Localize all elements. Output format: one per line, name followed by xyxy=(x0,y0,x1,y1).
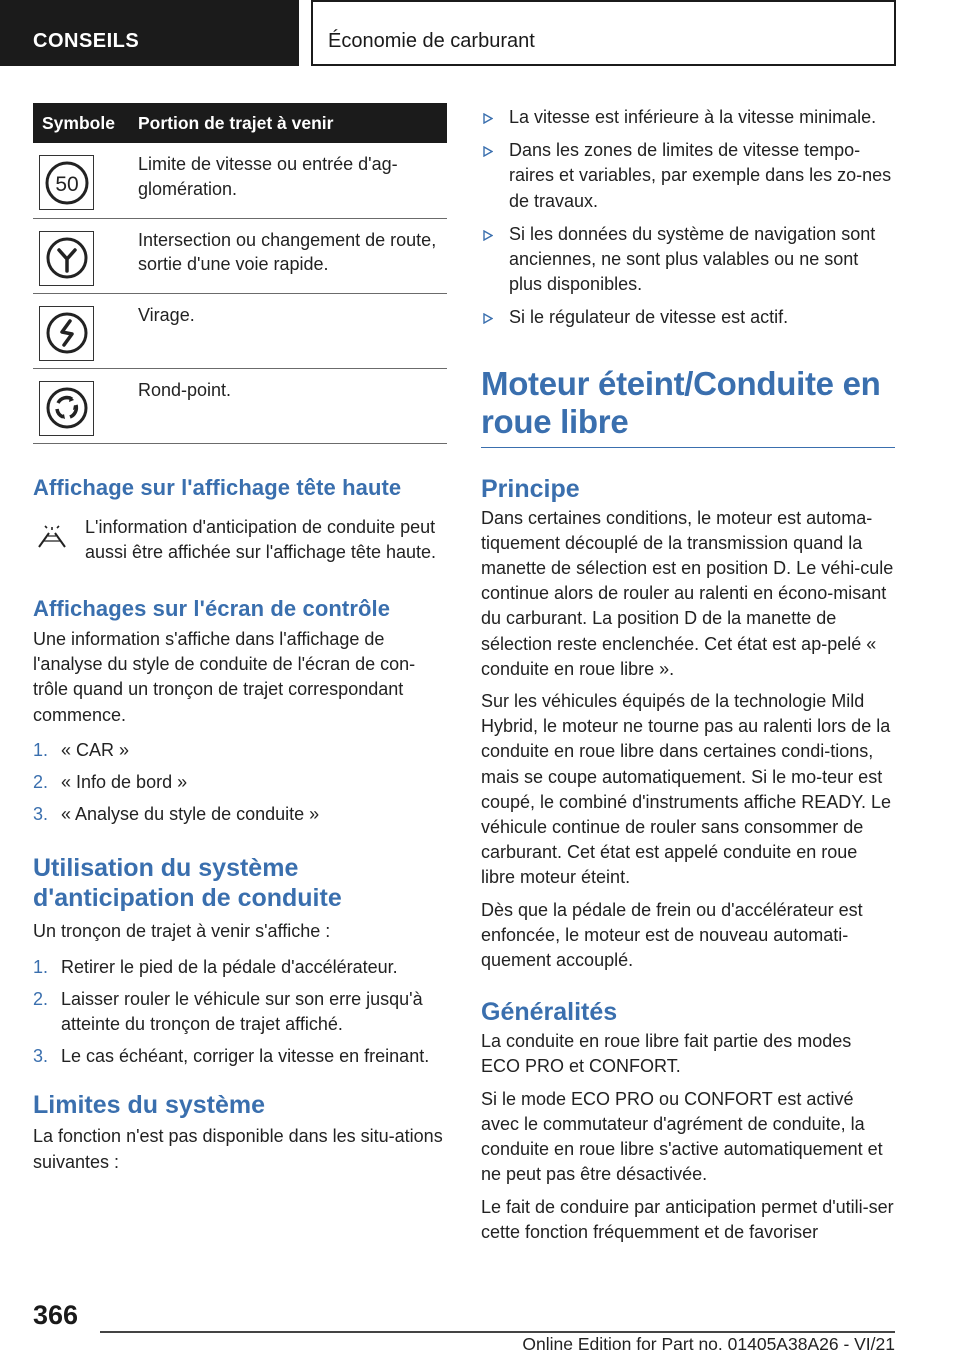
list-item: 3. Le cas échéant, corriger la vitesse en freinant. xyxy=(33,1046,430,1067)
page-number: 366 xyxy=(33,1300,79,1330)
list-item: 3. « Analyse du style de conduite » xyxy=(33,804,320,825)
speed-limit-value: 50 xyxy=(54,172,79,196)
right-column xyxy=(481,103,895,1245)
chapter-tab xyxy=(311,0,896,66)
symbol-table xyxy=(33,103,447,444)
limits-heading: Limites du système xyxy=(33,1091,266,1120)
table-cell-text: Virage. xyxy=(128,293,447,368)
table-cell-text: Limite de vitesse ou entrée d'ag-glomération. xyxy=(128,143,447,218)
hud-text: L'information d'anticipation de conduite peut aussi être affichée sur l'affichage tête haute. xyxy=(85,516,436,562)
edition-text: Online Edition for Part no. 01405A38A26 - VI/21 xyxy=(522,1334,895,1354)
speed-limit-50-icon xyxy=(39,155,94,210)
table-row xyxy=(33,368,447,443)
page-header xyxy=(0,0,960,66)
table-cell-text: Intersection ou changement de route, sortie d'une voie rapide. xyxy=(128,218,447,293)
table-header-row xyxy=(33,103,447,143)
triangle-bullet-icon xyxy=(483,230,493,241)
table-cell-text: Rond-point. xyxy=(128,368,447,443)
control-display-text: Une information s'affiche dans l'affichage de l'analyse du style de conduite de l'écran de con-trôle quand un tronçon de trajet correspondant commence. xyxy=(33,628,416,725)
coasting-heading: Moteur éteint/Conduite en roue libre xyxy=(481,365,895,448)
head-up-display-icon xyxy=(33,517,71,555)
left-column xyxy=(33,103,447,1175)
chapter-title: Économie de carburant xyxy=(313,2,894,64)
triangle-bullet-icon xyxy=(483,113,493,124)
general-paragraph: La conduite en roue libre fait partie des modes ECO PRO et CONFORT. xyxy=(481,1031,852,1077)
control-display-heading: Affichages sur l'écran de contrôle xyxy=(33,595,391,621)
hud-note xyxy=(33,515,447,565)
footer-divider xyxy=(100,1331,895,1333)
roundabout-icon xyxy=(39,381,94,436)
principle-paragraph: Sur les véhicules équipés de la technologie Mild Hybrid, le moteur ne tourne pas au ralenti lors de la conduite en roue libre dans certaines condi-tions, mais se coupe automatiquement. Si le mo-teur est coupé, le combiné d'instruments affiche READY. Le véhicule continue de rouler sans consommer de carburant. Cet état est appelé conduite en roue libre moteur éteint. xyxy=(481,691,892,888)
general-paragraph: Le fait de conduire par anticipation permet d'utili-ser cette fonction fréquemment et de favoriser xyxy=(481,1196,894,1242)
curve-icon xyxy=(39,306,94,361)
list-item: 2. Laisser rouler le véhicule sur son erre jusqu'à atteinte du tronçon de trajet affiché. xyxy=(33,988,423,1034)
usage-heading: Utilisation du système d'anticipation de conduite xyxy=(33,854,342,913)
table-row xyxy=(33,293,447,368)
list-item: Si les données du système de navigation sont anciennes, ne sont plus valables ou ne sont plus disponibles. xyxy=(481,222,895,298)
col-header-symbol: Symbole xyxy=(33,103,128,143)
hud-heading: Affichage sur l'affichage tête haute xyxy=(33,474,402,500)
triangle-bullet-icon xyxy=(483,146,493,157)
usage-steps xyxy=(33,955,447,1070)
principle-paragraph: Dans certaines conditions, le moteur est automa-tiquement découplé de la transmission quand la manette de sélection est en position D. Le véhi-cule continue alors de rouler au ralenti en écono-misant du carburant. La position D de la manette de sélection reste enclenchée. Cet état est ap-pelé « conduite en roue libre ». xyxy=(481,507,894,679)
section-tab: CONSEILS xyxy=(0,0,299,66)
list-item: La vitesse est inférieure à la vitesse minimale. xyxy=(481,105,895,130)
limits-bullets xyxy=(481,105,895,331)
table-row xyxy=(33,143,447,218)
control-display-steps xyxy=(33,738,447,828)
general-paragraph: Si le mode ECO PRO ou CONFORT est activé avec le commutateur d'agrément de conduite, la conduite en roue libre s'active automatiquement et ne peut pas être désactivée. xyxy=(481,1088,883,1185)
general-heading: Généralités xyxy=(481,998,618,1027)
table-row xyxy=(33,218,447,293)
usage-intro: Un tronçon de trajet à venir s'affiche : xyxy=(33,921,331,942)
triangle-bullet-icon xyxy=(483,313,493,324)
principle-heading: Principe xyxy=(481,474,580,503)
col-header-portion: Portion de trajet à venir xyxy=(128,103,447,143)
principle-paragraph: Dès que la pédale de frein ou d'accélérateur est enfoncée, le moteur est de nouveau automati-quement accouplé. xyxy=(481,899,863,971)
limits-text: La fonction n'est pas disponible dans les situ-ations suivantes : xyxy=(33,1126,443,1172)
list-item: Dans les zones de limites de vitesse tempo-raires et variables, par exemple dans les zo-nes de travaux. xyxy=(481,138,895,214)
intersection-icon xyxy=(39,231,94,286)
list-item: 1. Retirer le pied de la pédale d'accélérateur. xyxy=(33,956,398,977)
list-item: 1. « CAR » xyxy=(33,739,130,760)
list-item: Si le régulateur de vitesse est actif. xyxy=(481,305,895,330)
list-item: 2. « Info de bord » xyxy=(33,771,188,792)
